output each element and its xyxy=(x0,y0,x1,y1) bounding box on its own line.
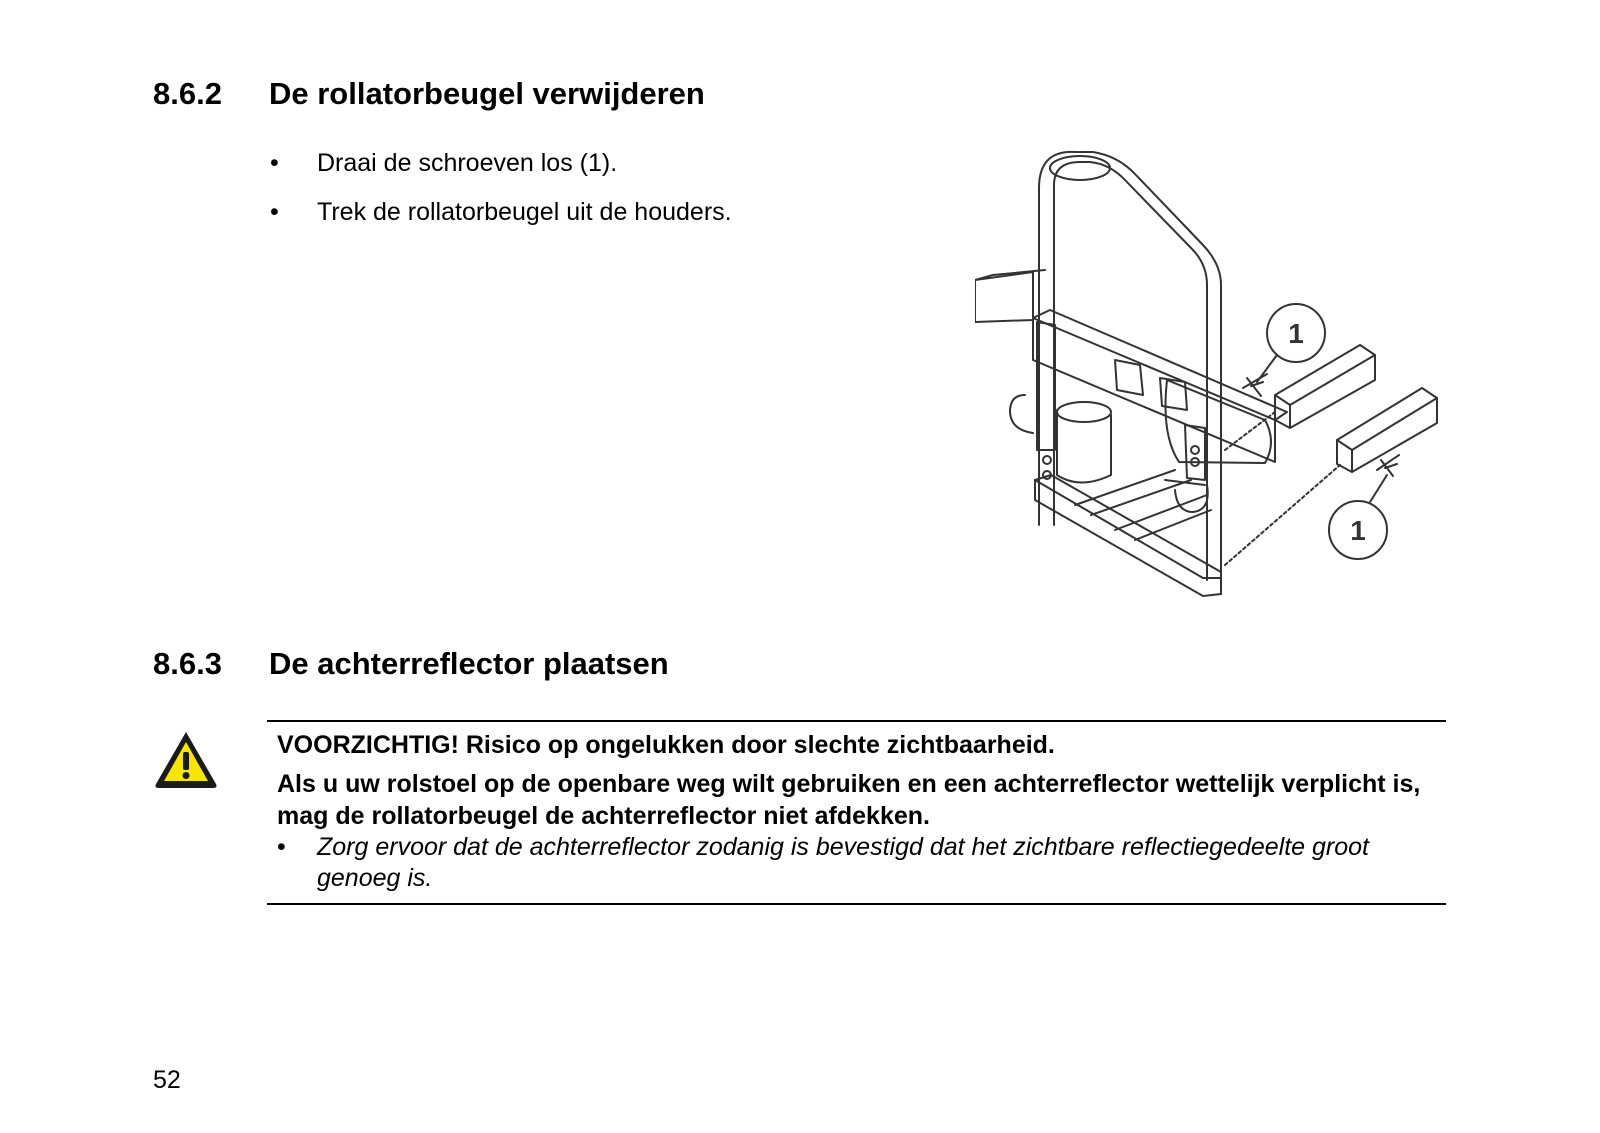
callout-label: 1 xyxy=(1288,318,1304,349)
bullet-icon: • xyxy=(270,149,279,177)
caution-list-item xyxy=(277,832,1437,894)
section-title: De rollatorbeugel verwijderen xyxy=(269,76,705,111)
section-title: De achterreflector plaatsen xyxy=(269,646,669,681)
list-item-text: Trek de rollatorbeugel uit de houders. xyxy=(317,198,732,226)
bullet-icon: • xyxy=(277,833,286,861)
list-item xyxy=(270,197,732,246)
caution-body: Als u uw rolstoel op de openbare weg wilt gebruiken en een achterreflector wettelijk verplicht is, mag de rollatorbeugel de achterreflector niet afdekken. xyxy=(277,770,1421,830)
section-heading-8-6-2 xyxy=(153,76,705,112)
page-number: 52 xyxy=(153,1066,181,1094)
warning-top-rule xyxy=(267,720,1446,722)
rollator-bracket-illustration xyxy=(975,150,1480,615)
bullet-icon: • xyxy=(270,198,279,226)
section-number: 8.6.2 xyxy=(153,76,222,111)
instruction-list xyxy=(270,148,732,246)
caution-notice xyxy=(277,729,1437,894)
list-item xyxy=(270,148,732,197)
section-number: 8.6.3 xyxy=(153,646,222,681)
caution-list-item-text: Zorg ervoor dat de achterreflector zodanig is bevestigd dat het zichtbare reflectiegedeelte groot genoeg is. xyxy=(317,833,1370,892)
callout-label: 1 xyxy=(1350,515,1366,546)
warning-bottom-rule xyxy=(267,903,1446,905)
list-item-text: Draai de schroeven los (1). xyxy=(317,149,618,177)
caution-title: VOORZICHTIG! Risico op ongelukken door slechte zichtbaarheid. xyxy=(277,731,1055,759)
section-heading-8-6-3 xyxy=(153,646,669,682)
warning-triangle-icon xyxy=(152,728,220,790)
